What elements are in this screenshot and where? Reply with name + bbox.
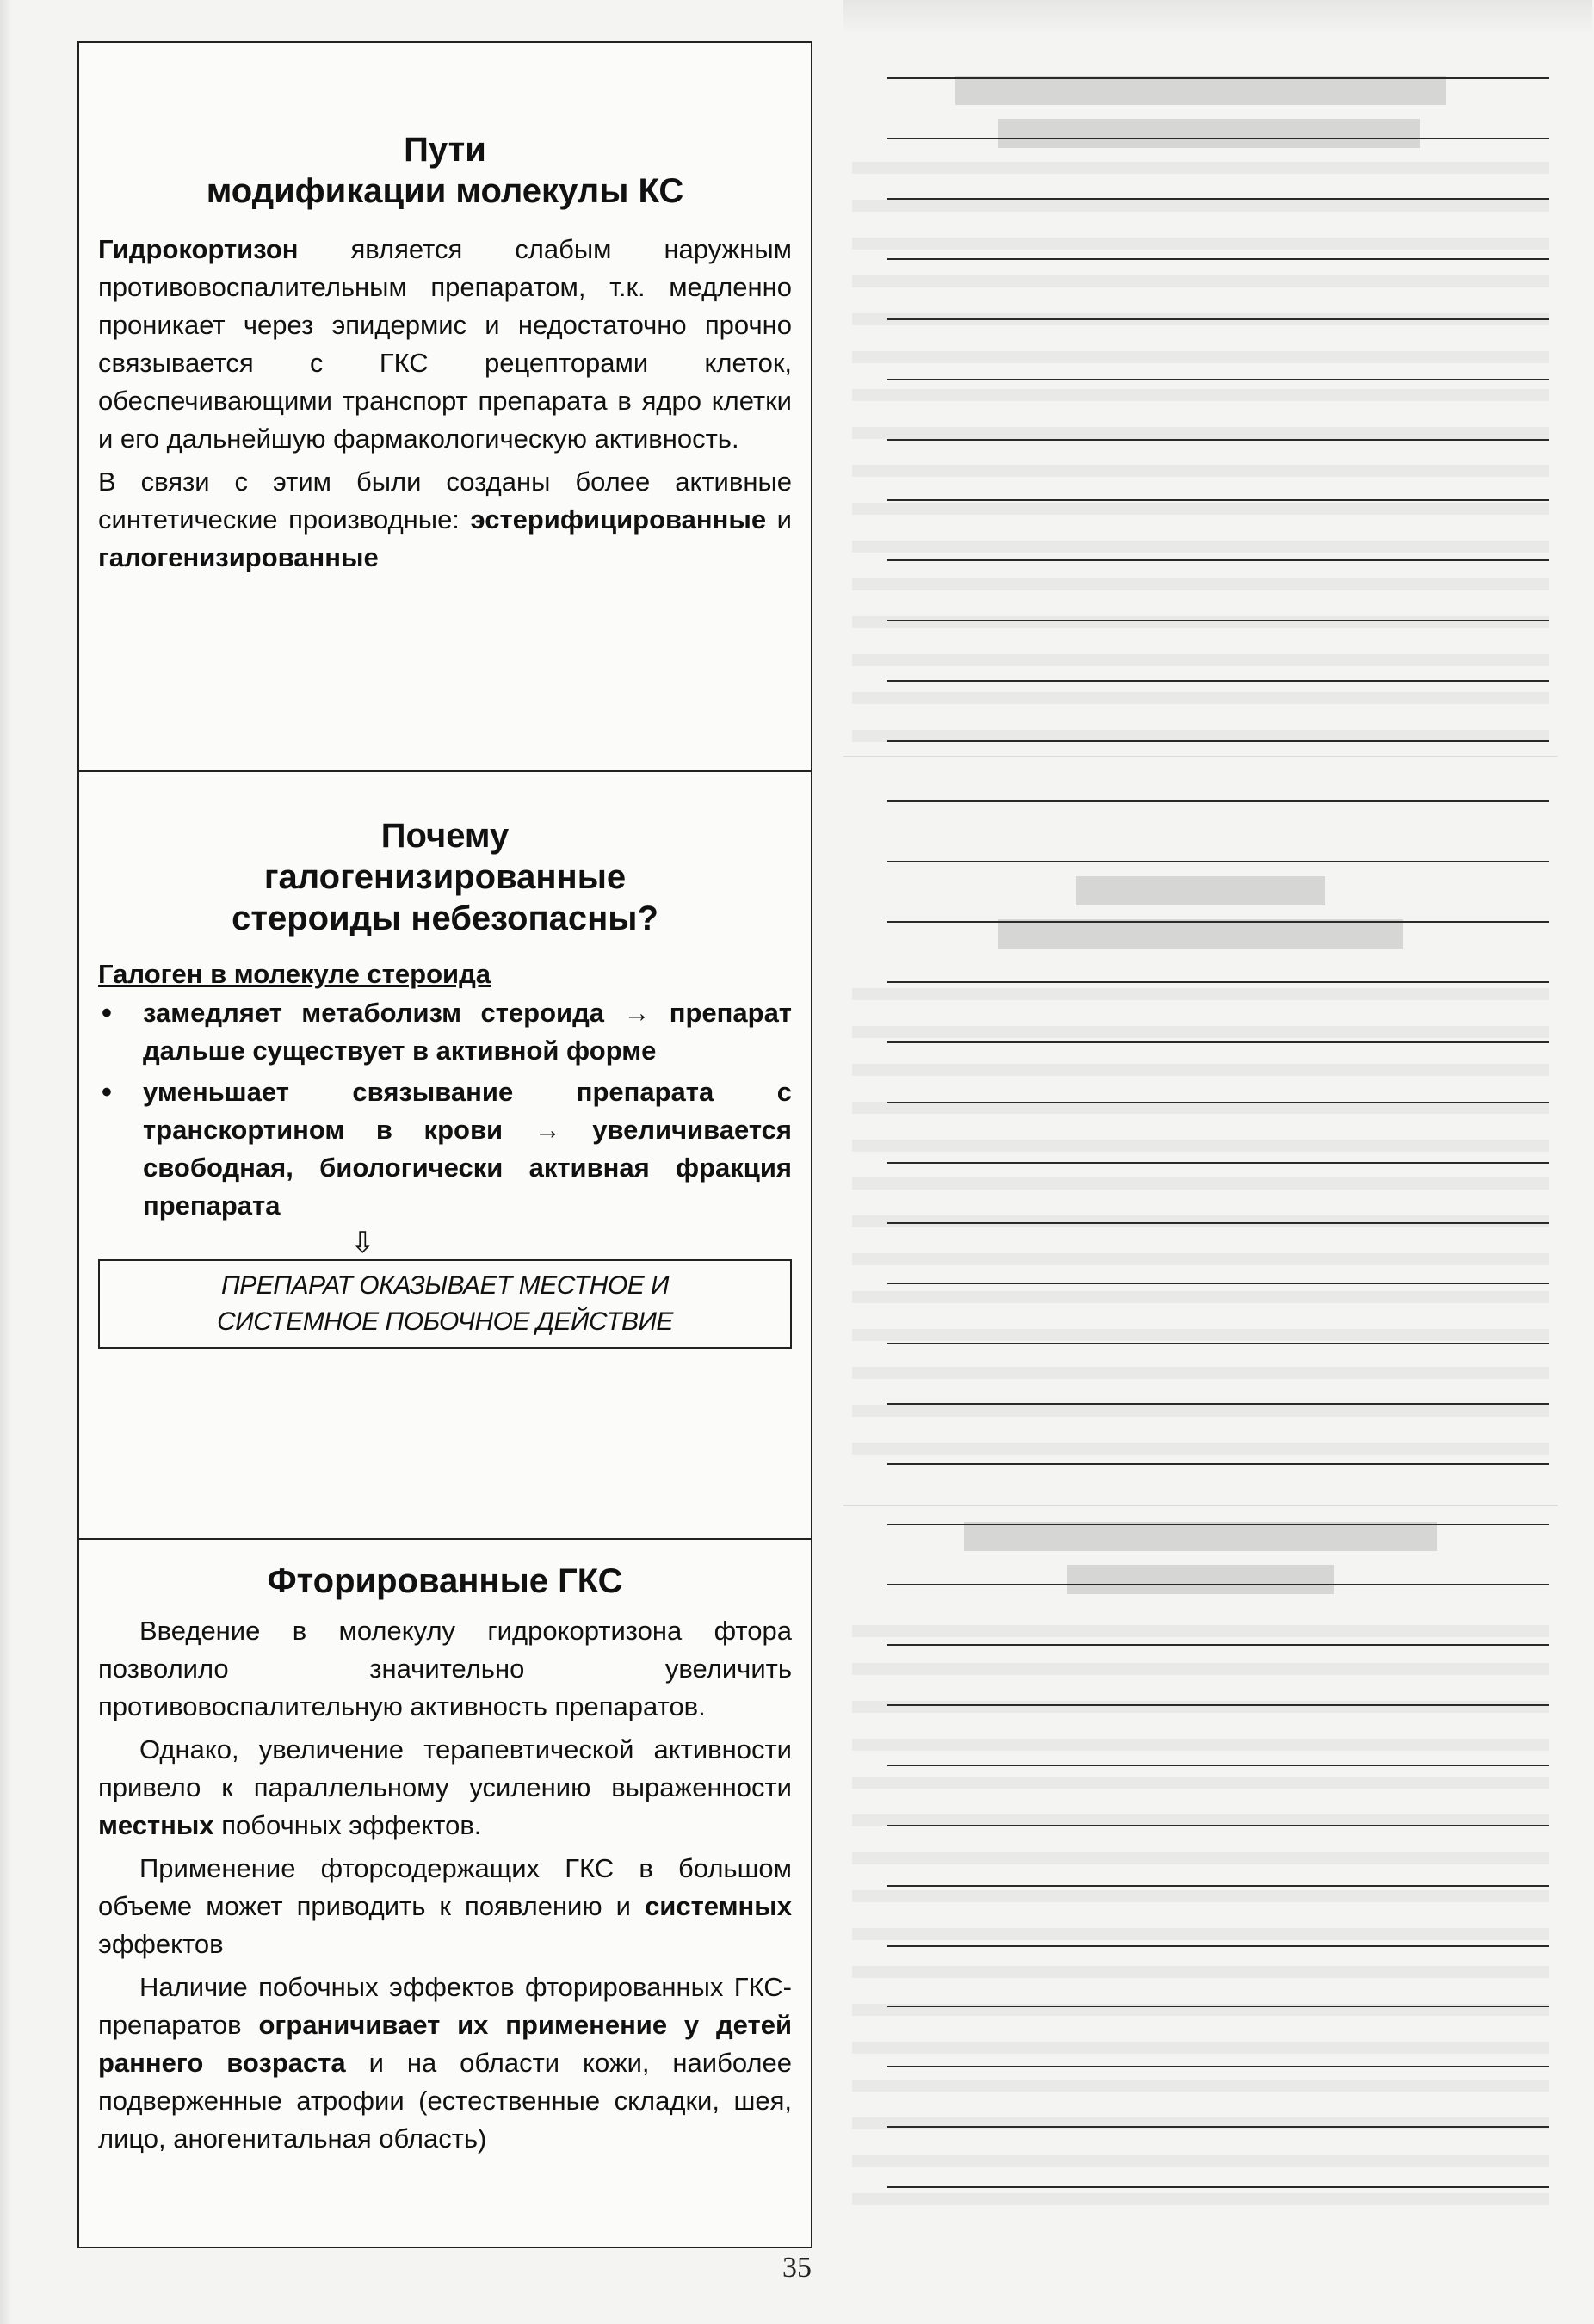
paragraph-text: и на области кожи, наиболее подверженные атрофии (естественные складки, шея, лицо, аногенитальная область): [98, 2048, 792, 2154]
note-line: [887, 77, 1549, 79]
paragraph-text: эффектов: [98, 1929, 224, 1959]
bullet-icon: •: [102, 997, 112, 1029]
box-line: ПРЕПАРАТ ОКАЗЫВАЕТ МЕСТНОЕ И: [220, 1271, 670, 1300]
title-line: модификации молекулы КС: [206, 172, 684, 210]
paragraph: [98, 1850, 792, 1963]
scan-shadow: [843, 0, 1592, 34]
ghost-text: [852, 162, 1549, 756]
title-line: Пути: [404, 131, 486, 169]
section-title: [98, 129, 792, 212]
title-line: галогенизированные: [263, 858, 627, 896]
note-line: [887, 138, 1549, 139]
paragraph: Введение в молекулу гидрокортизона фтора позволило значительно увеличить противовоспалительную активность препаратов.: [98, 1616, 792, 1721]
section-halogenated-steroids: Почему галогенизированные стероиды небезопасны? Галоген в молекуле стероида • замедляет метаболизм стероида → препарат дальше существует в активной форме • уменьшает связывание препарата с транскортином в крови → увеличивается свободная, биологически активная фракция препарата ⇩ ПРЕПАРАТ ОКАЗЫВАЕТ МЕСТНОЕ И СИСТЕМНОЕ ПОБОЧНОЕ ДЕЙСТВИЕ: [79, 772, 811, 1540]
note-line: [887, 861, 1549, 862]
note-line: [887, 1885, 1549, 1887]
note-line: [887, 740, 1549, 742]
box-line: СИСТЕМНОЕ ПОБОЧНОЕ ДЕЙСТВИЕ: [217, 1307, 673, 1336]
subheading: Галоген в молекуле стероида: [98, 959, 491, 989]
ghost-divider: [843, 1505, 1558, 1506]
paragraph-text: и: [766, 504, 792, 535]
ghost-heading: [998, 919, 1403, 949]
note-line: [887, 2126, 1549, 2128]
paragraph-text: Наличие побочных эффектов фторированных ГКС-препаратов: [98, 1972, 792, 2040]
note-line: [887, 1524, 1549, 1525]
paragraph: [98, 1969, 792, 2158]
note-line: [887, 1463, 1549, 1465]
paragraph-text: В связи с этим были созданы более активные синтетические производные:: [98, 467, 792, 535]
bold-term: галогенизированные: [98, 542, 379, 572]
paragraph-text: является слабым наружным противовоспалительным препаратом, т.к. медленно проникает через эпидермис и недостаточно прочно связывается с ГКС рецепторами клеток, обеспечивающими транспорт препарата в ядро клетки и его дальнейшую фармакологическую активность.: [98, 234, 792, 454]
note-line: [887, 1825, 1549, 1826]
note-line: [887, 620, 1549, 621]
note-line: [887, 921, 1549, 923]
bold-term: эстерифицированные: [470, 504, 767, 535]
note-line: [887, 1162, 1549, 1164]
note-line: [887, 1343, 1549, 1344]
ghost-heading: [1076, 876, 1325, 905]
paragraph-text: Однако, увеличение терапевтической активности привело к параллельному усилению выраженности: [98, 1734, 792, 1802]
note-line: [887, 1403, 1549, 1405]
note-line: [887, 1222, 1549, 1224]
bold-term: ограничивает их применение у детей раннего возраста: [98, 2010, 792, 2078]
note-line: [887, 800, 1549, 802]
page-number: 35: [782, 2252, 812, 2284]
title-line: Почему: [380, 817, 510, 855]
content-column: [77, 41, 812, 2248]
note-line: [887, 1704, 1549, 1706]
note-line: [887, 258, 1549, 260]
list-item-text: замедляет метаболизм стероида → препарат дальше существует в активной форме: [143, 998, 792, 1066]
ghost-heading: [955, 76, 1446, 105]
conclusion-box: [98, 1259, 792, 1349]
ghost-heading: [998, 119, 1420, 148]
page-edge-shadow: [0, 0, 12, 2324]
note-line: [887, 1765, 1549, 1766]
list-item: [98, 994, 792, 1070]
note-line: [887, 318, 1549, 320]
title-line: стероиды небезопасны?: [232, 899, 658, 937]
paragraph: [98, 231, 792, 458]
notes-column: [852, 41, 1549, 2245]
ghost-heading: [964, 1522, 1437, 1551]
note-line: [887, 2006, 1549, 2007]
section-molecule-modification: [79, 43, 811, 772]
paragraph: [98, 463, 792, 577]
note-line: [887, 1644, 1549, 1646]
note-line: [887, 499, 1549, 501]
paragraph: [98, 1731, 792, 1845]
note-line: [887, 1283, 1549, 1284]
section-fluorinated-gcs: [79, 1540, 811, 2247]
note-line: [887, 1584, 1549, 1585]
bullet-icon: •: [102, 1076, 112, 1109]
list-item: [98, 1073, 792, 1225]
section-title: [98, 815, 792, 939]
note-line: [887, 981, 1549, 983]
ghost-heading: [1067, 1565, 1334, 1594]
note-line: [887, 439, 1549, 441]
ghost-text: [852, 1625, 1549, 2210]
note-line: [887, 1102, 1549, 1103]
bullet-list: [98, 994, 792, 1225]
bold-term: Гидрокортизон: [98, 234, 299, 264]
note-line: [887, 680, 1549, 682]
ghost-divider: [843, 756, 1558, 757]
bold-term: местных: [98, 1810, 214, 1840]
ghost-text: [852, 988, 1549, 1470]
note-line: [887, 198, 1549, 200]
note-line: [887, 1041, 1549, 1043]
note-line: [887, 1945, 1549, 1947]
section-title: Фторированные ГКС: [267, 1562, 623, 1600]
note-line: [887, 2186, 1549, 2188]
paragraph-text: побочных эффектов.: [213, 1810, 482, 1840]
note-line: [887, 2066, 1549, 2067]
note-line: [887, 379, 1549, 380]
bold-term: системных: [645, 1891, 792, 1921]
list-item-text: уменьшает связывание препарата с транскортином в крови → увеличивается свободная, биологически активная фракция препарата: [143, 1077, 792, 1221]
paragraph-text: Применение фторсодержащих ГКС в большом объеме может приводить к появлению и: [98, 1853, 792, 1921]
note-line: [887, 559, 1549, 561]
